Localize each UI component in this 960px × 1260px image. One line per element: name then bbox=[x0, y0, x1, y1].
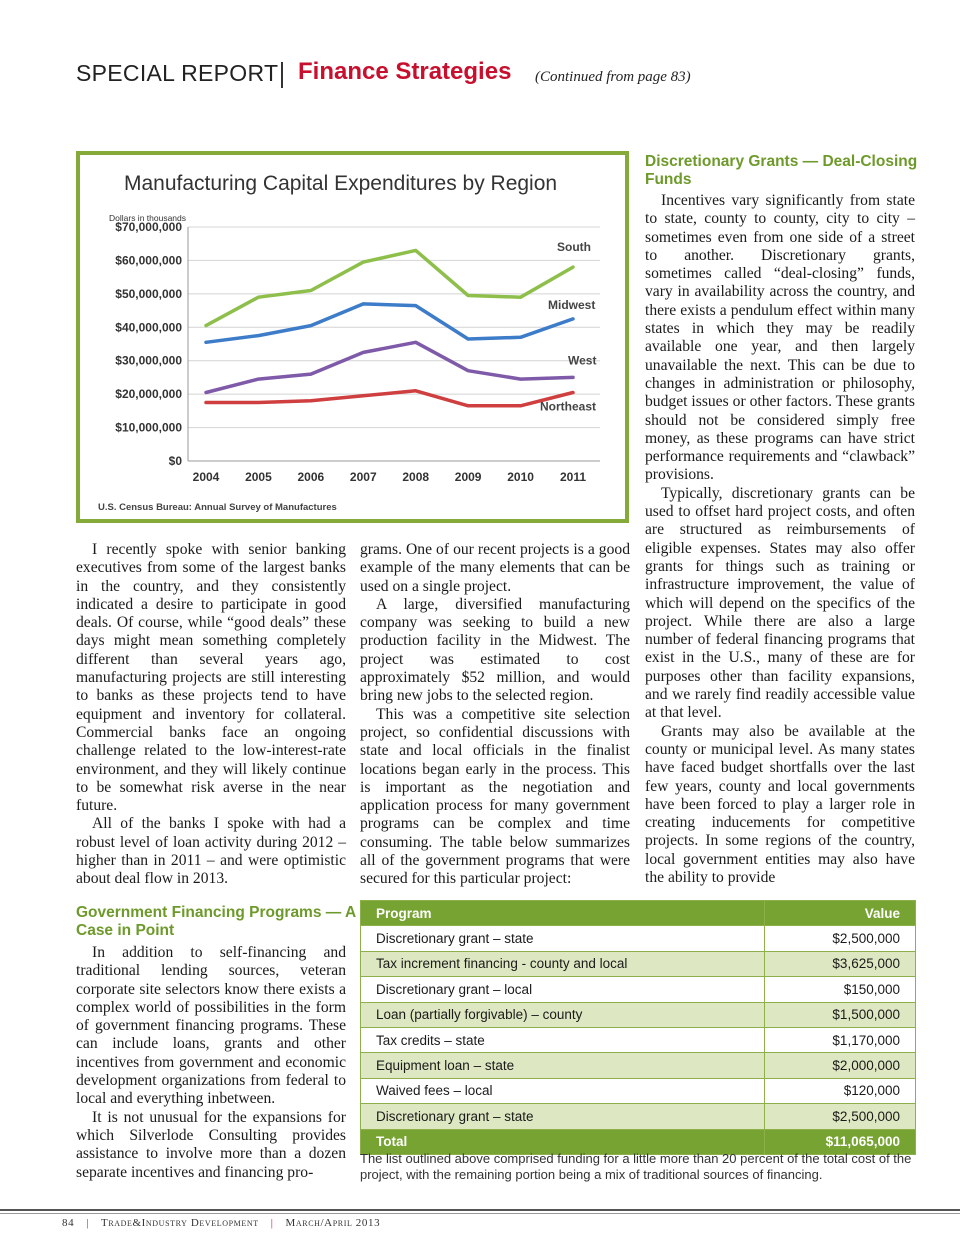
programs-table bbox=[360, 900, 916, 1155]
paragraph: Grants may also be available at the county or municipal level. As many states have faced budget shortfalls over the last few years, county and local governments have been forced to play a larger role in creating inducements for competitive projects. In some regions of the country, local government entities may also have the ability to provide bbox=[645, 722, 915, 886]
column-1-continued bbox=[76, 944, 346, 1182]
x-tick-label: 2005 bbox=[245, 470, 272, 484]
value-cell: $120,000 bbox=[765, 1078, 916, 1103]
paragraph: Typically, discretionary grants can be used to offset hard project costs, and often are structured as reimbursements of eligible expenses. States may also offer grants for things such as training or infrastructure improvement, the value of which will depend on the specifics of the project. While there are also a large number of federal financing programs that exist in the U.S., many of these are for purposes other than facility expansions, and we rarely find readily accessible value at that level. bbox=[645, 484, 915, 722]
program-cell: Waived fees – local bbox=[361, 1078, 765, 1103]
series-line-west bbox=[206, 342, 573, 392]
series-label-northeast: Northeast bbox=[540, 399, 597, 414]
series-label-south: South bbox=[557, 240, 591, 255]
article-title: Finance Strategies bbox=[298, 58, 512, 85]
y-tick-label: $20,000,000 bbox=[115, 387, 182, 402]
program-cell: Tax credits – state bbox=[361, 1027, 765, 1052]
x-tick-label: 2006 bbox=[297, 470, 325, 484]
program-cell: Discretionary grant – state bbox=[361, 1104, 765, 1129]
column-1 bbox=[76, 541, 346, 889]
value-cell: $1,500,000 bbox=[765, 1002, 916, 1027]
series-line-midwest bbox=[206, 304, 573, 342]
x-tick-label: 2004 bbox=[192, 470, 220, 484]
series-line-south bbox=[206, 250, 573, 325]
series-line-northeast bbox=[206, 391, 573, 406]
value-cell: $150,000 bbox=[765, 977, 916, 1002]
y-axis-label: Dollars in thousands bbox=[109, 213, 187, 223]
program-cell: Loan (partially forgivable) – county bbox=[361, 1002, 765, 1027]
table-row bbox=[361, 1002, 916, 1027]
column-2 bbox=[360, 541, 630, 889]
program-cell: Discretionary grant – state bbox=[361, 926, 765, 951]
paragraph: grams. One of our recent projects is a good example of the many elements that can be used on a single project. bbox=[360, 541, 630, 595]
table-row bbox=[361, 1078, 916, 1103]
table-row bbox=[361, 1053, 916, 1078]
chart-title: Manufacturing Capital Expenditures by Region bbox=[124, 172, 558, 195]
y-tick-label: $10,000,000 bbox=[115, 420, 182, 435]
header-divider bbox=[281, 62, 283, 88]
page-footer: 84 | Trade&Industry Development | March/April 2013 bbox=[62, 1217, 381, 1229]
table-caption: The list outlined above comprised funding for a little more than 20 percent of the total cost of the project, with the remaining portion being a mix of traditional sources of financing. bbox=[360, 1151, 912, 1182]
x-tick-label: 2011 bbox=[559, 470, 587, 484]
table-row bbox=[361, 977, 916, 1002]
value-cell: $1,170,000 bbox=[765, 1027, 916, 1052]
paragraph: It is not unusual for the expansions for which Silverlode Consulting provides assistance to involve more than a dozen separate incentives and financing pro- bbox=[76, 1108, 346, 1181]
chart-source: U.S. Census Bureau: Annual Survey of Manufactures bbox=[98, 502, 337, 513]
x-tick-label: 2007 bbox=[349, 470, 377, 484]
x-tick-label: 2008 bbox=[402, 470, 430, 484]
column-3 bbox=[645, 192, 915, 887]
x-tick-label: 2009 bbox=[454, 470, 482, 484]
paragraph: This was a competitive site selection project, so confidential discussions with state and local officials in the finalist locations began early in the process. This is important as the negotiation and application process for many government programs can be complex and time consuming. The table below summarizes all of the government programs that were secured for this particular project: bbox=[360, 705, 630, 888]
y-tick-label: $50,000,000 bbox=[115, 286, 182, 301]
capex-chart bbox=[76, 151, 629, 523]
paragraph: All of the banks I spoke with had a robust level of loan activity during 2012 – higher than in 2011 – and were optimistic about deal flow in 2013. bbox=[76, 815, 346, 888]
total-value: $11,065,000 bbox=[765, 1129, 916, 1154]
table-row bbox=[361, 951, 916, 976]
publication-name: Trade&Industry Development bbox=[101, 1217, 259, 1229]
y-tick-label: $60,000,000 bbox=[115, 253, 182, 268]
paragraph: In addition to self-financing and traditional lending sources, veteran corporate site selectors know there exists a complex world of possibilities in the form of government financing programs. These can include loans, grants and other incentives from government and economic development organizations from federal to local and everything inbetween. bbox=[76, 944, 346, 1108]
subhead-discretionary-grants: Discretionary Grants — Deal-Closing Funds bbox=[645, 153, 918, 188]
program-cell: Discretionary grant – local bbox=[361, 977, 765, 1002]
y-tick-label: $30,000,000 bbox=[115, 353, 182, 368]
header-program: Program bbox=[361, 901, 765, 926]
issue-date: March/April 2013 bbox=[285, 1217, 381, 1229]
section-label: SPECIAL REPORT bbox=[76, 60, 279, 86]
paragraph: A large, diversified manufacturing company was seeking to build a new production facility in the Midwest. The project was estimated to cost approximately $52 million, and would bring new jobs to the selected region. bbox=[360, 595, 630, 705]
value-cell: $2,500,000 bbox=[765, 926, 916, 951]
y-tick-label: $0 bbox=[168, 454, 182, 468]
total-label: Total bbox=[361, 1129, 765, 1154]
table-row bbox=[361, 1027, 916, 1052]
continued-note: (Continued from page 83) bbox=[535, 69, 691, 85]
x-tick-label: 2010 bbox=[507, 470, 534, 484]
program-cell: Tax increment financing - county and local bbox=[361, 951, 765, 976]
table-row bbox=[361, 1104, 916, 1129]
table-header-row bbox=[361, 901, 916, 926]
paragraph: Incentives vary significantly from state to state, county to county, city to city – sometimes even from one side of a street to another. Discretionary grants, sometimes called “deal-closing” funds, vary in availability across the country, and there exists a pendulum effect within many states in which they may be readily available one year, and then largely unavailable the next. This can be due to changes in administration or philosophy, budget issues or other factors. These grants should not be considered simply free money, as these programs can have strict performance requirements and “clawback” provisions. bbox=[645, 192, 915, 484]
paragraph: I recently spoke with senior banking executives from some of the largest banks in the country, and they consistently indicated a desire to participate in good deals. Of course, while “good deals” these days might mean something completely different than several years ago, manufacturing projects are still interesting to banks as these projects tend to have equipment and inventory for collateral. Commercial banks face an ongoing challenge related to the low-interest-rate environment, and they will likely continue to be somewhat risk averse in the near future. bbox=[76, 541, 346, 815]
series-label-west: West bbox=[568, 353, 597, 368]
y-tick-label: $70,000,000 bbox=[115, 220, 182, 234]
value-cell: $2,500,000 bbox=[765, 1104, 916, 1129]
subhead-government-financing: Government Financing Programs — A Case in Point bbox=[76, 904, 356, 939]
chart-canvas bbox=[80, 155, 625, 519]
y-tick-label: $40,000,000 bbox=[115, 320, 182, 335]
value-cell: $2,000,000 bbox=[765, 1053, 916, 1078]
series-label-midwest: Midwest bbox=[548, 297, 596, 312]
table-row bbox=[361, 926, 916, 951]
header-value: Value bbox=[765, 901, 916, 926]
program-cell: Equipment loan – state bbox=[361, 1053, 765, 1078]
footer-rule-thin bbox=[0, 1213, 960, 1214]
page-number: 84 bbox=[62, 1217, 75, 1229]
value-cell: $3,625,000 bbox=[765, 951, 916, 976]
footer-rule bbox=[0, 1209, 960, 1211]
